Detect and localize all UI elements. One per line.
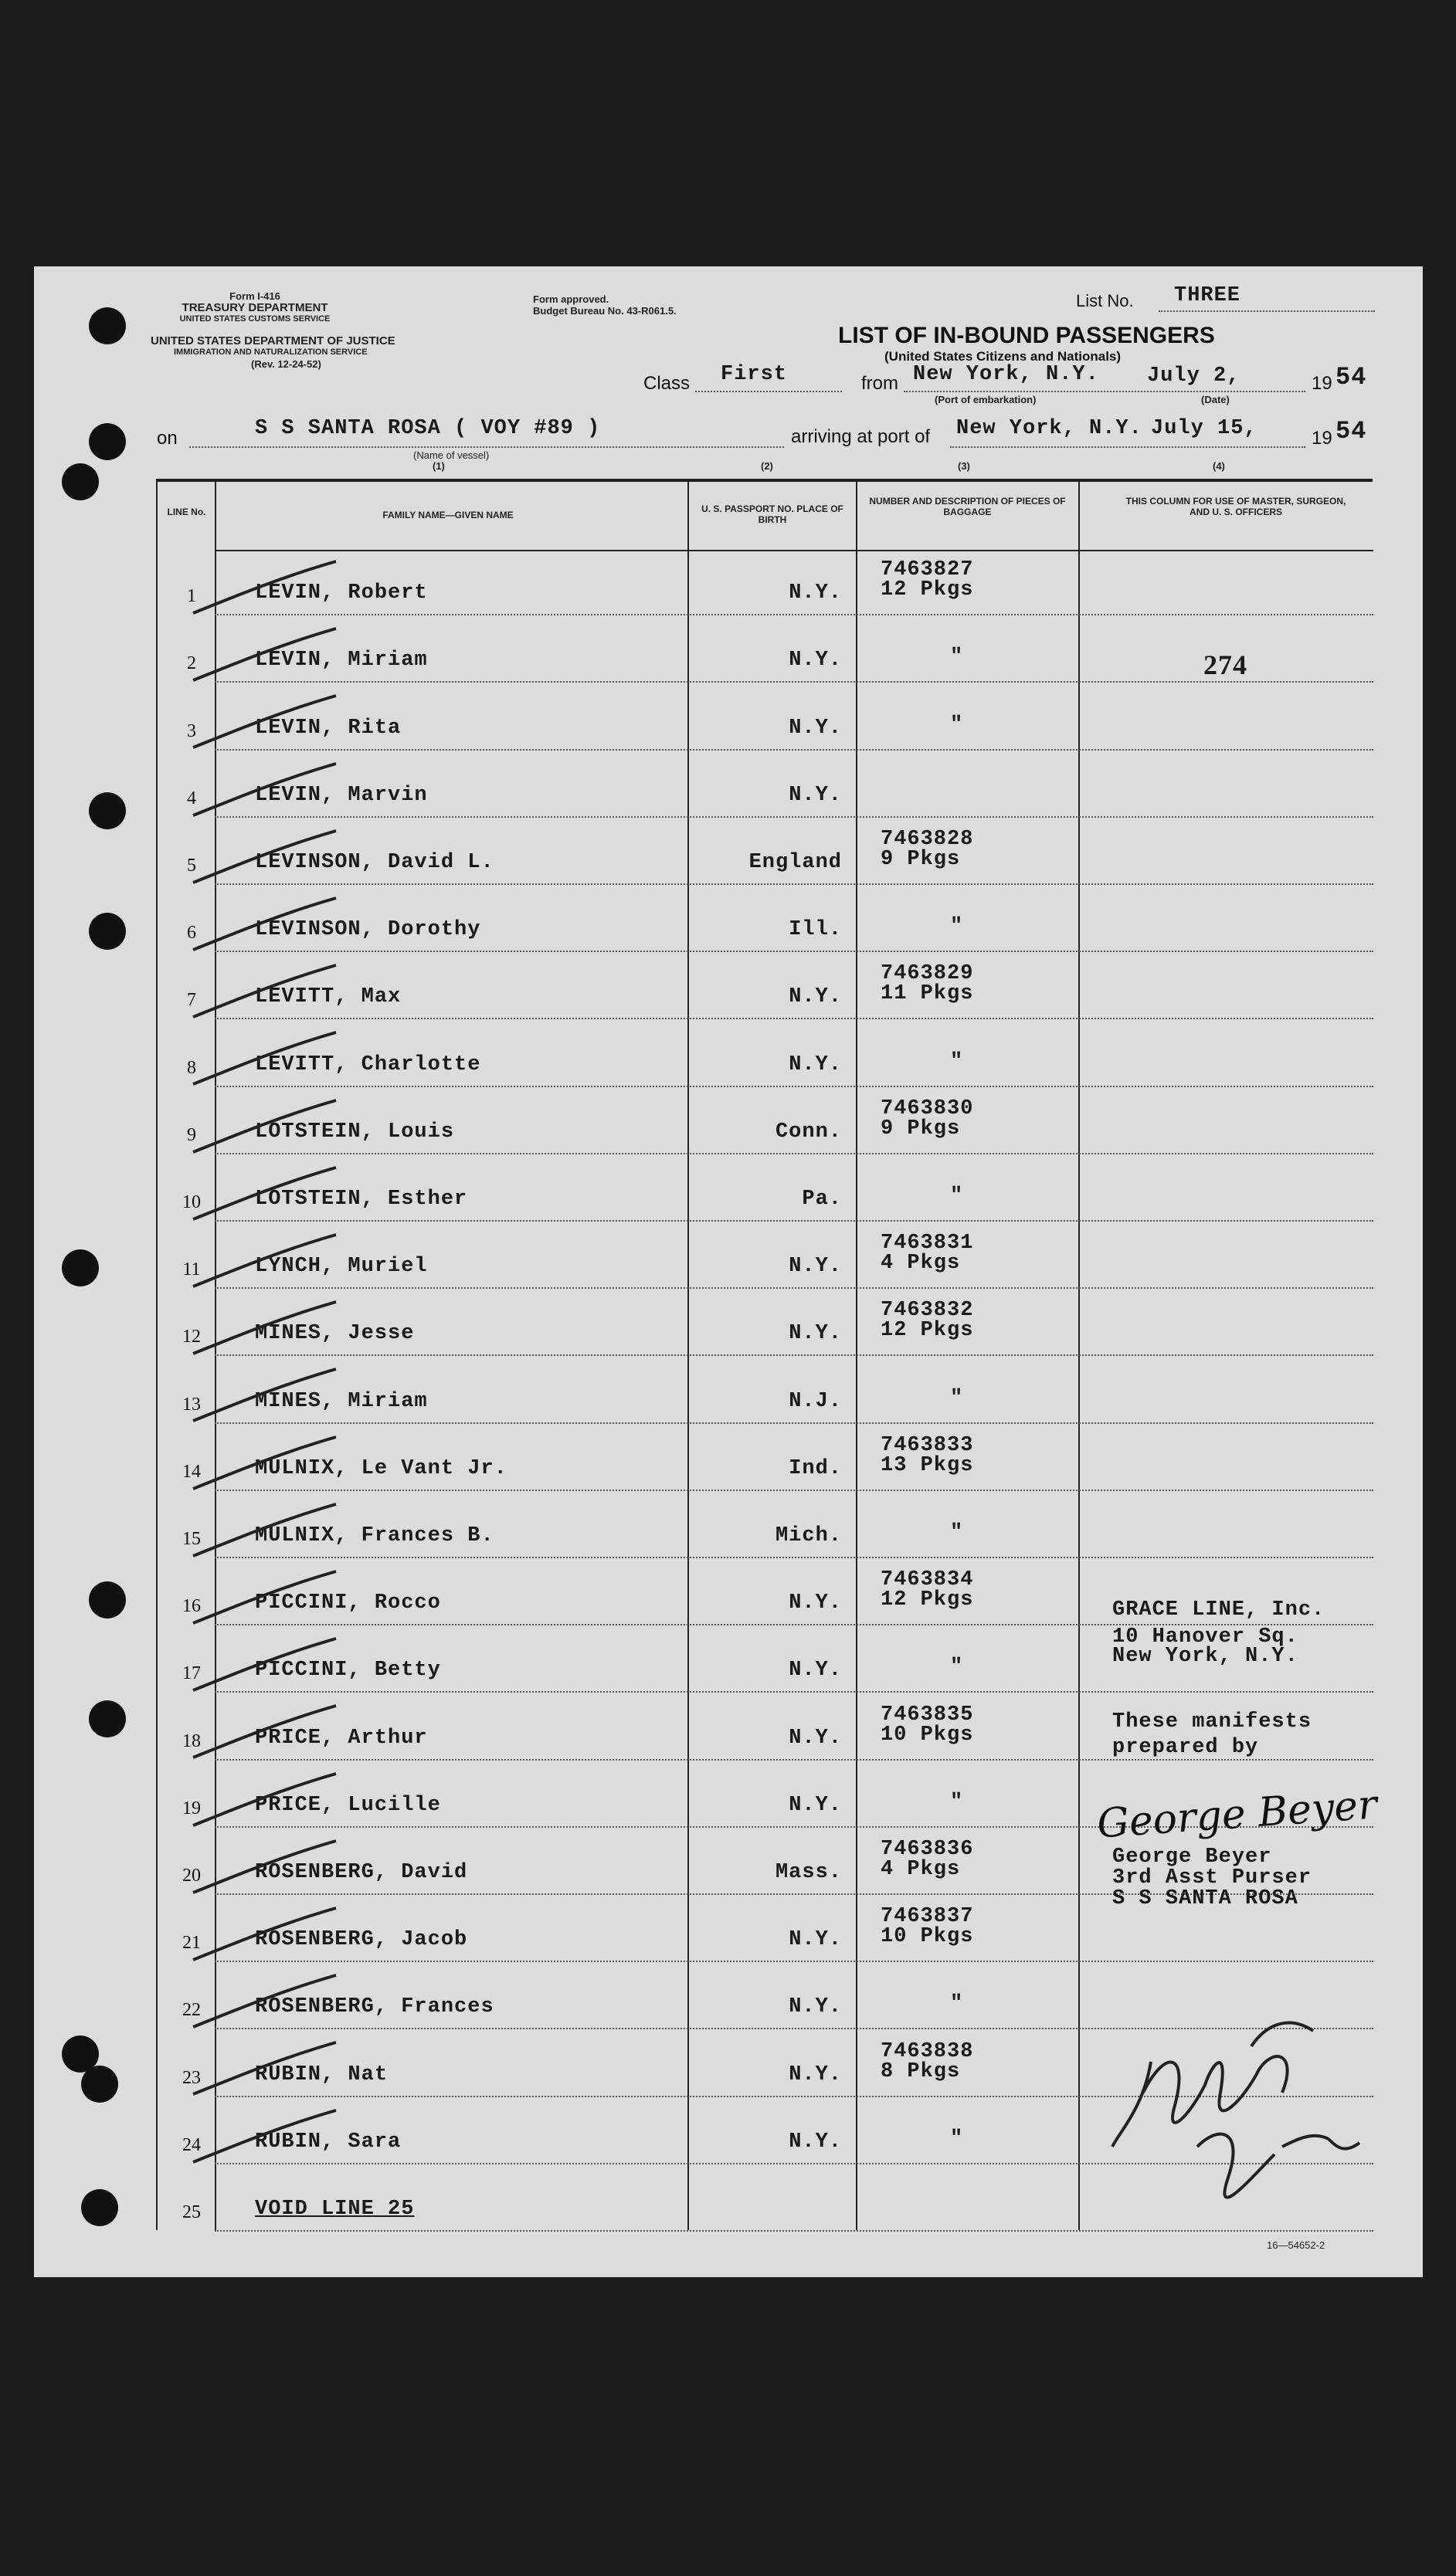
date-caption: (Date) (1201, 394, 1230, 405)
check-mark (189, 1433, 344, 1495)
place-of-birth: N.Y. (789, 1928, 842, 1952)
col-num-2: (2) (761, 460, 773, 472)
passenger-name: LEVINSON, David L. (255, 851, 494, 874)
passenger-name: LEVIN, Rita (255, 716, 402, 740)
row-divider (215, 1220, 1373, 1222)
purser-title: 3rd Asst Purser (1112, 1866, 1312, 1890)
from-label: from (861, 373, 898, 394)
class-line (695, 391, 842, 392)
row-divider (215, 951, 1373, 952)
baggage-pieces: " (950, 915, 964, 939)
row-line-number: 6 (187, 923, 196, 944)
baggage-pieces: 12 Pkgs (881, 578, 974, 602)
baggage-number: 7463830 (881, 1096, 974, 1120)
list-no-value: THREE (1174, 284, 1241, 307)
check-mark (189, 1770, 344, 1832)
row-divider (215, 1153, 1373, 1154)
vessel-line (189, 446, 784, 448)
place-of-birth: Ind. (789, 1456, 842, 1480)
dept-justice: UNITED STATES DEPARTMENT OF JUSTICE (151, 334, 395, 347)
col-num-1: (1) (433, 460, 445, 472)
passenger-name: MULNIX, Le Vant Jr. (255, 1456, 507, 1480)
place-of-birth: N.Y. (789, 581, 842, 605)
col-num-4: (4) (1213, 460, 1225, 472)
check-mark (189, 1365, 344, 1427)
arriving-label: arriving at port of (791, 426, 931, 447)
binder-hole (62, 1249, 99, 1286)
baggage-pieces: 9 Pkgs (881, 848, 961, 871)
row-divider (215, 749, 1373, 751)
address-1: 10 Hanover Sq. (1112, 1625, 1298, 1649)
check-mark (189, 1231, 344, 1293)
binder-hole (89, 307, 126, 344)
passenger-name: LEVIN, Marvin (255, 783, 428, 807)
check-mark (189, 2039, 344, 2100)
place-of-birth: N.Y. (789, 1322, 842, 1346)
ship-name: S S SANTA ROSA (1112, 1887, 1298, 1910)
place-of-birth: N.Y. (789, 1995, 842, 2019)
arrival-line (950, 446, 1305, 448)
row-line-number: 9 (187, 1124, 196, 1145)
baggage-pieces: " (950, 1656, 964, 1679)
baggage-number: 7463836 (881, 1838, 974, 1861)
row-divider (215, 1961, 1373, 1962)
table-left-border (156, 479, 158, 2230)
check-mark (189, 827, 344, 889)
row-divider (215, 681, 1373, 683)
form-approved: Form approved. (533, 293, 609, 305)
arrival-date: July 15, (1151, 417, 1257, 440)
approval-block (533, 293, 677, 317)
header-passport: U. S. PASSPORT NO. PLACE OF BIRTH (701, 503, 843, 525)
place-of-birth: N.Y. (789, 1255, 842, 1279)
binder-hole (62, 463, 99, 500)
place-of-birth: N.Y. (789, 1726, 842, 1750)
row-line-number: 20 (182, 1866, 201, 1886)
check-mark (189, 2107, 344, 2168)
row-line-number: 8 (187, 1057, 196, 1078)
place-of-birth: N.Y. (789, 1659, 842, 1683)
from-date: July 2, (1147, 364, 1240, 388)
place-of-birth: Mass. (775, 1861, 842, 1884)
place-of-birth: Mich. (775, 1524, 842, 1547)
year-prefix-2: 19 (1312, 428, 1332, 449)
baggage-pieces: " (950, 1386, 964, 1410)
passenger-name: RUBIN, Sara (255, 2130, 402, 2154)
budget-bureau: Budget Bureau No. 43-R061.5. (533, 305, 677, 317)
row-line-number: 3 (187, 720, 196, 741)
row-line-number: 19 (182, 1798, 201, 1818)
row-line-number: 15 (182, 1529, 201, 1549)
binder-hole (89, 792, 126, 829)
passenger-name: PRICE, Arthur (255, 1726, 428, 1750)
check-mark (189, 894, 344, 956)
passenger-name: LOTSTEIN, Louis (255, 1120, 455, 1144)
form-code: 16—54652-2 (1267, 2239, 1325, 2251)
row-line-number: 4 (187, 788, 196, 808)
on-label: on (157, 428, 178, 449)
row-line-number: 25 (182, 2202, 201, 2222)
check-mark (189, 1635, 344, 1696)
row-divider (215, 883, 1373, 885)
baggage-number: 7463835 (881, 1703, 974, 1727)
baggage-pieces: " (950, 1992, 964, 2016)
baggage-pieces: 9 Pkgs (881, 1117, 961, 1141)
grace-line: GRACE LINE, Inc. (1112, 1598, 1325, 1622)
row-line-number: 23 (182, 2067, 201, 2088)
place-of-birth: N.Y. (789, 2130, 842, 2154)
row-divider (215, 816, 1373, 818)
passenger-name: VOID LINE 25 (255, 2198, 415, 2221)
row-line-number: 12 (182, 1327, 201, 1347)
baggage-pieces: 12 Pkgs (881, 1319, 974, 1343)
place-of-birth: Ill. (789, 918, 842, 942)
row-divider (215, 1490, 1373, 1491)
passenger-name: LEVIN, Robert (255, 581, 428, 605)
check-mark (189, 961, 344, 1023)
header-baggage: NUMBER AND DESCRIPTION OF PIECES OF BAGGAGE (869, 496, 1066, 517)
form-subtitle: (United States Citizens and Nationals) (884, 349, 1122, 364)
row-divider (215, 1557, 1373, 1558)
baggage-pieces: " (950, 1185, 964, 1208)
binder-hole (89, 423, 126, 460)
col-num-3: (3) (958, 460, 970, 472)
check-mark (189, 1096, 344, 1158)
place-of-birth: N.Y. (789, 1793, 842, 1817)
place-of-birth: N.Y. (789, 985, 842, 1009)
passenger-name: PICCINI, Rocco (255, 1591, 441, 1615)
passenger-name: LEVIN, Miriam (255, 649, 428, 673)
table-top-border (156, 479, 1373, 482)
row-divider (215, 1018, 1373, 1019)
place-of-birth: N.Y. (789, 1052, 842, 1076)
from-port: New York, N.Y. (913, 363, 1099, 386)
class-value: First (721, 363, 788, 386)
place-of-birth: Pa. (802, 1188, 842, 1211)
handwritten-signature: George Beyer (1095, 1781, 1379, 1848)
dept-treasury: TREASURY DEPARTMENT (182, 301, 328, 314)
passenger-name: LOTSTEIN, Esther (255, 1188, 468, 1211)
passenger-name: LEVITT, Max (255, 985, 402, 1009)
from-line (904, 391, 1305, 392)
row-line-number: 1 (187, 586, 196, 607)
place-of-birth: N.Y. (789, 2062, 842, 2086)
header-officers: THIS COLUMN FOR USE OF MASTER, SURGEON, AND U. S. OFFICERS (1125, 496, 1346, 517)
list-no-line (1159, 310, 1375, 312)
dept-customs: UNITED STATES CUSTOMS SERVICE (179, 314, 331, 324)
address-2: New York, N.Y. (1112, 1645, 1298, 1668)
baggage-number: 7463828 (881, 828, 974, 851)
baggage-number: 7463834 (881, 1568, 974, 1592)
vessel-name: S S SANTA ROSA ( VOY #89 ) (255, 417, 601, 440)
row-divider (215, 1086, 1373, 1087)
check-mark (189, 1971, 344, 2033)
baggage-pieces: 11 Pkgs (881, 982, 974, 1006)
passenger-name: LYNCH, Muriel (255, 1255, 428, 1279)
check-mark (189, 1904, 344, 1966)
row-line-number: 10 (182, 1192, 201, 1212)
check-mark (189, 1837, 344, 1899)
baggage-pieces: 13 Pkgs (881, 1453, 974, 1477)
baggage-pieces: 8 Pkgs (881, 2059, 961, 2083)
header-line-no: LINE No. (167, 507, 206, 517)
baggage-number: 7463832 (881, 1299, 974, 1323)
row-line-number: 17 (182, 1663, 201, 1684)
baggage-number: 7463838 (881, 2039, 974, 2063)
place-of-birth: N.J. (789, 1389, 842, 1413)
row-line-number: 14 (182, 1461, 201, 1482)
prepared-line-2: prepared by (1112, 1736, 1259, 1759)
vessel-caption: (Name of vessel) (413, 449, 490, 461)
passenger-name: MINES, Jesse (255, 1322, 415, 1346)
binder-hole (89, 1581, 126, 1618)
year-prefix-1: 19 (1312, 373, 1332, 394)
row-line-number: 21 (182, 1933, 201, 1954)
passenger-name: ROSENBERG, Jacob (255, 1928, 468, 1952)
row-line-number: 22 (182, 2000, 201, 2021)
year-2: 54 (1336, 417, 1367, 446)
port-embark-caption: (Port of embarkation) (935, 394, 1037, 405)
binder-hole (89, 1700, 126, 1737)
passenger-name: LEVITT, Charlotte (255, 1052, 481, 1076)
baggage-number: 7463831 (881, 1232, 974, 1256)
arrival-port: New York, N.Y. (956, 417, 1142, 440)
row-line-number: 13 (182, 1394, 201, 1415)
row-divider (215, 1691, 1373, 1693)
prepared-line-1: These manifests (1112, 1710, 1312, 1734)
passenger-name: LEVINSON, Dorothy (255, 918, 481, 942)
baggage-pieces: " (950, 2127, 964, 2151)
row-line-number: 24 (182, 2134, 201, 2155)
baggage-pieces: " (950, 1049, 964, 1073)
baggage-number: 7463837 (881, 1905, 974, 1929)
baggage-pieces: 10 Pkgs (881, 1925, 974, 1949)
passenger-name: ROSENBERG, Frances (255, 1995, 494, 2019)
header-name: FAMILY NAME—GIVEN NAME (382, 510, 514, 520)
place-of-birth: N.Y. (789, 649, 842, 673)
binder-hole (81, 2066, 118, 2103)
baggage-number: 7463829 (881, 962, 974, 986)
place-of-birth: Conn. (775, 1120, 842, 1144)
purser-name: George Beyer (1112, 1846, 1272, 1869)
binder-hole (81, 2189, 118, 2226)
check-mark (189, 1568, 344, 1629)
passenger-name: MINES, Miriam (255, 1389, 428, 1413)
row-divider (215, 1287, 1373, 1289)
passenger-name: ROSENBERG, David (255, 1861, 468, 1884)
table-header-border (215, 550, 1373, 551)
row-line-number: 2 (187, 653, 196, 674)
row-line-number: 5 (187, 856, 196, 876)
row-divider (215, 1354, 1373, 1356)
form-title: LIST OF IN-BOUND PASSENGERS (838, 323, 1215, 348)
baggage-pieces: 4 Pkgs (881, 1252, 961, 1276)
form-number: Form I-416 (229, 290, 280, 302)
baggage-number: 7463833 (881, 1433, 974, 1457)
row-line-number: 18 (182, 1730, 201, 1751)
check-mark (189, 1029, 344, 1090)
binder-hole (89, 913, 126, 950)
place-of-birth: N.Y. (789, 783, 842, 807)
form-header-justice (151, 335, 506, 370)
check-mark (189, 692, 344, 754)
row-line-number: 7 (187, 990, 196, 1011)
baggage-pieces: " (950, 713, 964, 737)
year-1: 54 (1336, 363, 1367, 391)
passenger-name: PRICE, Lucille (255, 1793, 441, 1817)
dept-ins: IMMIGRATION AND NATURALIZATION SERVICE (174, 347, 368, 357)
passenger-name: RUBIN, Nat (255, 2062, 389, 2086)
baggage-pieces: 4 Pkgs (881, 1858, 961, 1881)
check-mark (189, 1702, 344, 1764)
row-line-number: 16 (182, 1596, 201, 1617)
place-of-birth: N.Y. (789, 1591, 842, 1615)
passenger-name: MULNIX, Frances B. (255, 1524, 494, 1547)
baggage-number: 7463827 (881, 558, 974, 582)
row-line-number: 11 (182, 1259, 201, 1280)
revision: (Rev. 12-24-52) (251, 358, 321, 370)
check-mark (189, 760, 344, 822)
check-mark (189, 1500, 344, 1562)
check-mark (189, 1164, 344, 1225)
baggage-pieces: " (950, 1790, 964, 1814)
row-divider (215, 614, 1373, 615)
list-no-label: List No. (1076, 291, 1134, 310)
class-label: Class (643, 373, 691, 394)
form-header-block (151, 290, 359, 325)
passenger-name: PICCINI, Betty (255, 1659, 441, 1683)
officer-initials-scribble (1097, 2000, 1390, 2239)
baggage-pieces: " (950, 1521, 964, 1544)
place-of-birth: England (748, 851, 842, 874)
check-mark (189, 1298, 344, 1360)
check-mark (189, 625, 344, 686)
officer-number: 274 (1203, 649, 1247, 680)
row-divider (215, 1422, 1373, 1424)
baggage-pieces: " (950, 646, 964, 669)
baggage-pieces: 10 Pkgs (881, 1723, 974, 1747)
baggage-pieces: 12 Pkgs (881, 1588, 974, 1612)
place-of-birth: N.Y. (789, 716, 842, 740)
check-mark (189, 558, 344, 619)
